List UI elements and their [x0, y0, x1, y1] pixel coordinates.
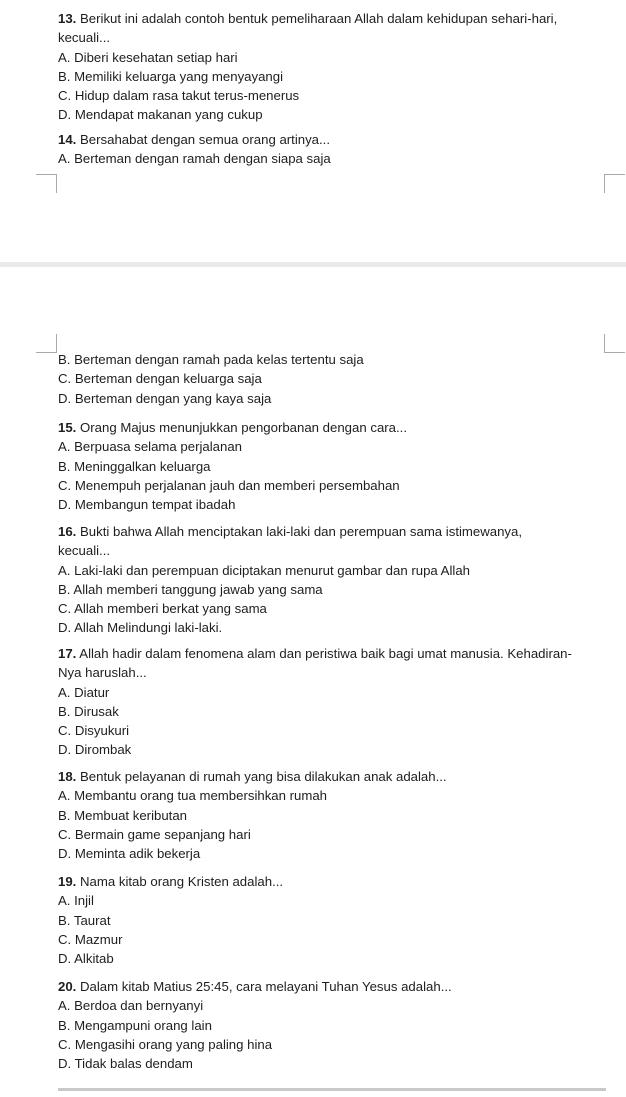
crop-corner-bottom-left	[36, 334, 57, 353]
question-line	[58, 522, 618, 541]
option-c: C. Allah memberi berkat yang sama	[58, 601, 267, 617]
question-line	[58, 130, 618, 149]
option-b: B. Dirusak	[58, 703, 119, 719]
question-number: 15.	[58, 420, 77, 435]
question-number: 13.	[58, 11, 77, 26]
question-13	[58, 9, 618, 125]
option-a: A. Berpuasa selama perjalanan	[58, 439, 243, 455]
option-c: C. Bermain game sepanjang hari	[58, 826, 251, 842]
option-c: C. Menempuh perjalanan jauh dan memberi persembahan	[58, 477, 400, 493]
option-d: D. Berteman dengan yang kaya saja	[58, 390, 272, 406]
question-text-continued: kecuali...	[58, 30, 111, 46]
question-18	[58, 767, 618, 863]
option-d: D. Tidak balas dendam	[58, 1056, 193, 1072]
option-a: A. Berteman dengan ramah dengan siapa saja	[58, 151, 331, 167]
option-b: B. Membuat keributan	[58, 807, 188, 823]
question-number: 18.	[58, 769, 77, 784]
question-text: Bersahabat dengan semua orang artinya...	[80, 132, 331, 147]
question-line	[58, 977, 618, 996]
option-a: A. Injil	[58, 893, 94, 909]
option-b: B. Memiliki keluarga yang menyayangi	[58, 68, 284, 84]
option-c: C. Berteman dengan keluarga saja	[58, 371, 262, 387]
page-gap-divider	[0, 262, 626, 267]
question-number: 16.	[58, 524, 77, 539]
question-19	[58, 872, 618, 968]
option-d: D. Meminta adik bekerja	[58, 846, 201, 862]
option-b: B. Meninggalkan keluarga	[58, 458, 211, 474]
option-d: D. Dirombak	[58, 742, 132, 758]
option-a: A. Laki-laki dan perempuan diciptakan menurut gambar dan rupa Allah	[58, 562, 470, 578]
option-c: C. Hidup dalam rasa takut terus-menerus	[58, 88, 300, 104]
question-text: Nama kitab orang Kristen adalah...	[80, 874, 284, 889]
question-line	[58, 872, 618, 891]
question-20	[58, 977, 618, 1073]
question-text: Dalam kitab Matius 25:45, cara melayani Tuhan Yesus adalah...	[80, 979, 452, 994]
question-text: Orang Majus menunjukkan pengorbanan dengan cara...	[80, 420, 407, 435]
question-text-continued: Nya haruslah...	[58, 665, 147, 681]
option-a: A. Berdoa dan bernyanyi	[58, 998, 204, 1014]
question-17	[58, 644, 618, 760]
option-b: B. Taurat	[58, 912, 111, 928]
question-15	[58, 418, 618, 514]
question-line	[58, 767, 618, 786]
question-14	[58, 130, 618, 169]
option-d: D. Alkitab	[58, 951, 114, 967]
question-line	[58, 644, 618, 663]
question-number: 19.	[58, 874, 77, 889]
option-b: B. Allah memberi tanggung jawab yang sama	[58, 581, 323, 597]
option-d: D. Membangun tempat ibadah	[58, 497, 236, 513]
option-a: A. Diatur	[58, 684, 110, 700]
option-d: D. Allah Melindungi laki-laki.	[58, 620, 223, 636]
question-text: Bentuk pelayanan di rumah yang bisa dilakukan anak adalah...	[80, 769, 447, 784]
question-16	[58, 522, 618, 638]
option-c: C. Mazmur	[58, 931, 123, 947]
option-c: C. Mengasihi orang yang paling hina	[58, 1036, 273, 1052]
option-b: B. Mengampuni orang lain	[58, 1017, 212, 1033]
question-line	[58, 9, 618, 28]
question-line	[58, 418, 618, 437]
question-number: 14.	[58, 132, 77, 147]
question-text-continued: kecuali...	[58, 543, 111, 559]
question-text: Bukti bahwa Allah menciptakan laki-laki dan perempuan sama istimewanya,	[80, 524, 523, 539]
crop-corner-top-left	[36, 174, 57, 193]
question-number: 17.	[58, 646, 77, 661]
crop-corner-top-right	[604, 174, 625, 193]
option-a: A. Diberi kesehatan setiap hari	[58, 49, 238, 65]
question-14-continued	[58, 350, 618, 408]
question-text: Allah hadir dalam fenomena alam dan peristiwa baik bagi umat manusia. Kehadiran-	[79, 646, 572, 661]
question-number: 20.	[58, 979, 77, 994]
option-a: A. Membantu orang tua membersihkan rumah	[58, 788, 328, 804]
option-c: C. Disyukuri	[58, 723, 130, 739]
bottom-rule	[58, 1088, 606, 1091]
question-text: Berikut ini adalah contoh bentuk pemeliharaan Allah dalam kehidupan sehari-hari,	[80, 11, 558, 26]
option-b: B. Berteman dengan ramah pada kelas tertentu saja	[58, 352, 364, 367]
option-d: D. Mendapat makanan yang cukup	[58, 107, 263, 123]
